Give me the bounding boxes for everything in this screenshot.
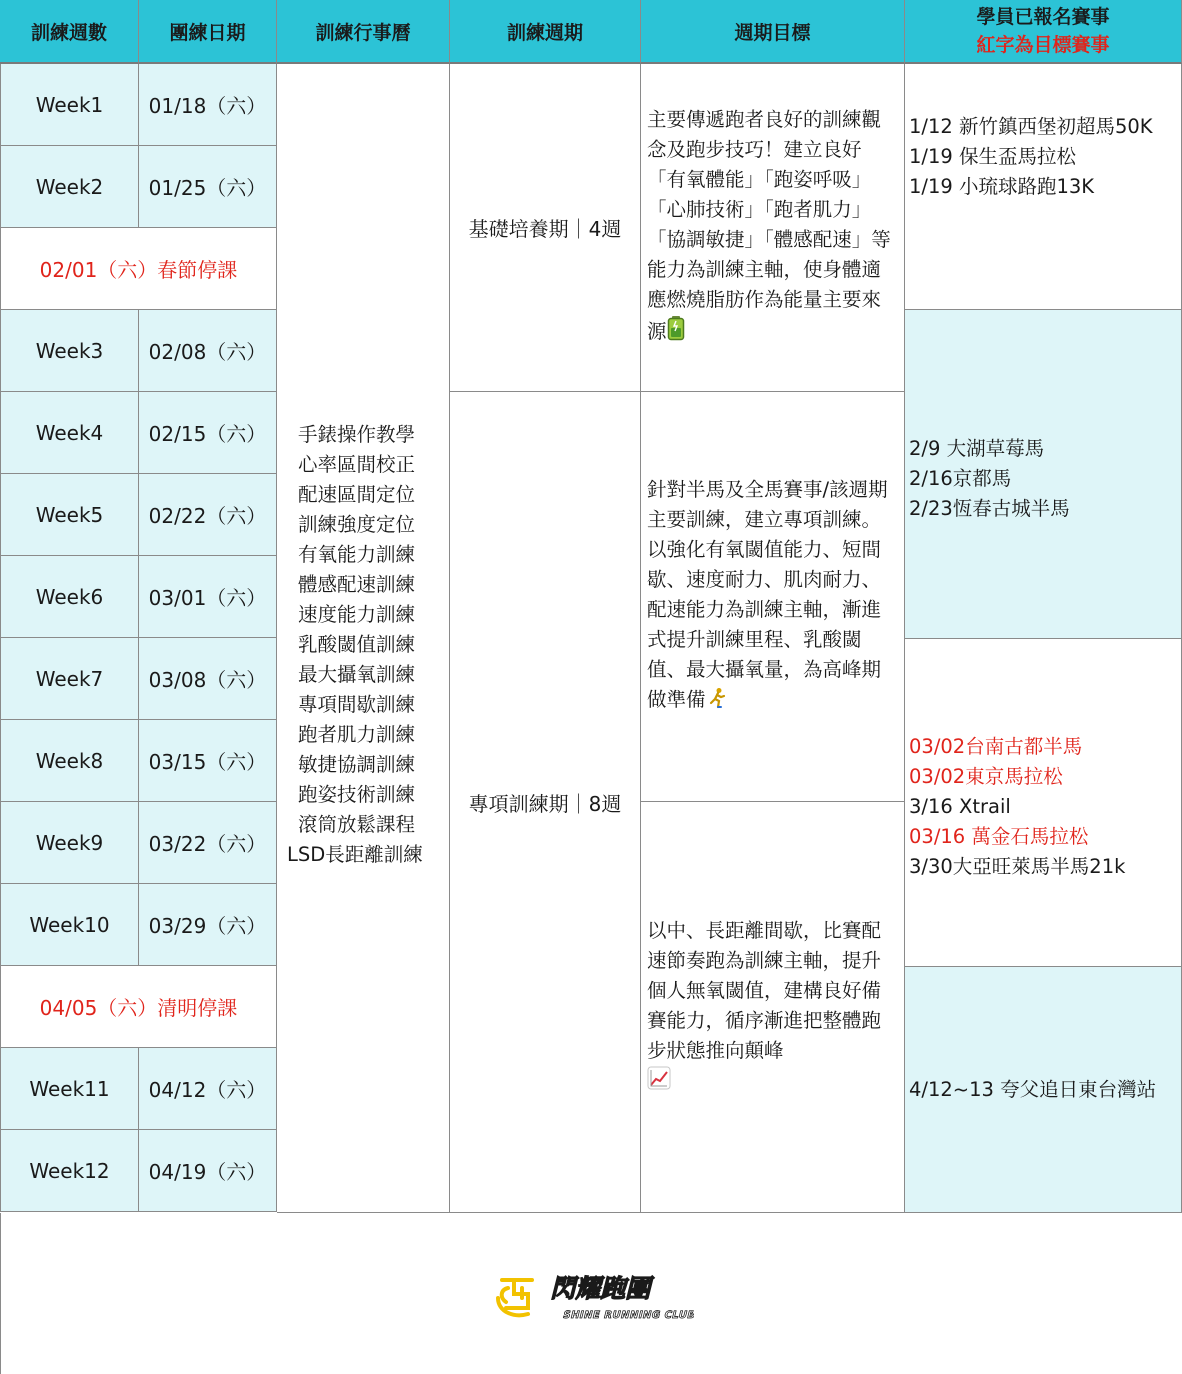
- week-date-cell: [139, 1130, 277, 1212]
- week-date-cell: [139, 1048, 277, 1130]
- goal-cell-1: [641, 64, 905, 392]
- week-number-cell: [0, 802, 139, 884]
- week-number: Week8: [35, 748, 104, 773]
- events-cell-3: [905, 639, 1182, 967]
- event-item: 1/19 保生盃馬拉松: [909, 144, 1076, 168]
- week-date-cell: [139, 474, 277, 556]
- header-goal-label: 週期目標: [734, 21, 811, 44]
- goal-cell-3: [641, 802, 905, 1213]
- week-number: Week1: [35, 92, 104, 117]
- calendar-item: 體感配速訓練: [298, 573, 416, 596]
- calendar-item: 訓練強度定位: [298, 513, 416, 536]
- week-number: Week9: [35, 830, 104, 855]
- week-date-cell: [139, 310, 277, 392]
- events-cell-2: [905, 310, 1182, 639]
- week-number-cell: [0, 884, 139, 966]
- week-date-cell: [139, 392, 277, 474]
- svg-text:SHINE RUNNING CLUB: SHINE RUNNING CLUB: [561, 1310, 694, 1321]
- battery-icon: [667, 315, 685, 350]
- goal-cell-2: [641, 392, 905, 802]
- events-list-1: [909, 112, 1181, 202]
- week-number-cell: [0, 638, 139, 720]
- week-date-cell: [139, 802, 277, 884]
- goal-1-text: 主要傳遞跑者良好的訓練觀念及跑步技巧！建立良好「有氧體能」「跑姿呼吸」「心肺技術」「跑者肌力」「協調敏捷」「體感配速」等能力為訓練主軸，使身體適應燃燒脂肪作為能量主要來源: [647, 108, 891, 343]
- header-week-no-label: 訓練週數: [30, 21, 107, 44]
- week-date: 01/25（六）: [148, 176, 267, 200]
- header-group-date: [139, 0, 277, 64]
- week-number-cell: [0, 556, 139, 638]
- week-number-cell: [0, 392, 139, 474]
- week-number-cell: [0, 310, 139, 392]
- holiday-row: [0, 228, 277, 310]
- calendar-item: 專項間歇訓練: [298, 693, 416, 716]
- week-number: Week12: [29, 1158, 110, 1183]
- calendar-item: 心率區間校正: [298, 453, 416, 476]
- calendar-item: 速度能力訓練: [298, 603, 416, 626]
- week-date: 04/12（六）: [148, 1078, 267, 1102]
- calendar-item: 最大攝氧訓練: [298, 663, 416, 686]
- events-list-2: [909, 434, 1181, 524]
- week-number-cell: [0, 146, 139, 228]
- week-number: Week7: [35, 666, 104, 691]
- event-item: 2/23恆春古城半馬: [909, 497, 1070, 520]
- holiday-row: [0, 966, 277, 1048]
- week-date: 03/01（六）: [148, 586, 267, 610]
- club-logo-mark: [494, 1268, 694, 1324]
- calendar-item: 跑姿技術訓練: [298, 783, 416, 806]
- period-special-cell: [450, 392, 641, 1213]
- calendar-item: 手錶操作教學: [298, 423, 416, 446]
- goal-2: [647, 475, 900, 718]
- target-event-item: 03/16 萬金石馬拉松: [909, 824, 1089, 848]
- header-calendar-label: 訓練行事曆: [315, 21, 411, 44]
- period-base-label: 基礎培養期｜4週: [468, 217, 622, 241]
- events-cell-1: [905, 64, 1182, 310]
- week-number: Week11: [29, 1076, 110, 1101]
- week-number-cell: [0, 1048, 139, 1130]
- holiday-label: 04/05（六）清明停課: [39, 996, 238, 1020]
- week-date: 03/29（六）: [148, 914, 267, 938]
- week-number-cell: [0, 720, 139, 802]
- target-event-item: 03/02台南古都半馬: [909, 734, 1083, 758]
- week-number-cell: [0, 474, 139, 556]
- calendar-list: [281, 420, 449, 870]
- week-date-cell: [139, 884, 277, 966]
- week-date: 04/19（六）: [148, 1160, 267, 1184]
- svg-text:閃耀跑團: 閃耀跑團: [548, 1273, 657, 1303]
- header-calendar: [277, 0, 450, 64]
- event-item: 1/19 小琉球路跑13K: [909, 174, 1095, 198]
- runner-icon: [706, 687, 728, 718]
- header-goal: [641, 0, 905, 64]
- week-date: 03/15（六）: [148, 750, 267, 774]
- calendar-item: 滾筒放鬆課程: [298, 813, 416, 836]
- event-item: 3/30大亞旺萊馬半馬21k: [909, 854, 1126, 878]
- calendar-item: 配速區間定位: [298, 483, 416, 506]
- week-date: 03/08（六）: [148, 668, 267, 692]
- event-item: 1/12 新竹鎮西堡初超馬50K: [909, 114, 1153, 138]
- period-special-label: 專項訓練期｜8週: [468, 791, 622, 816]
- goal-2-text: 針對半馬及全馬賽事/該週期主要訓練，建立專項訓練。以強化有氧閾值能力、短間歇、速度耐力、肌肉耐力、配速能力為訓練主軸，漸進式提升訓練里程、乳酸閾值、最大攝氧量，為高峰期做準備: [647, 478, 888, 711]
- calendar-item: LSD長距離訓練: [287, 843, 423, 866]
- week-date: 02/22（六）: [148, 504, 267, 528]
- chart-up-icon: [647, 1066, 671, 1099]
- header-events: [905, 0, 1182, 64]
- week-date-cell: [139, 556, 277, 638]
- week-number: Week10: [29, 912, 110, 937]
- goal-3: [647, 916, 900, 1099]
- week-date: 02/15（六）: [148, 422, 267, 446]
- week-number: Week4: [35, 420, 104, 445]
- holiday-label: 02/01（六）春節停課: [39, 258, 238, 282]
- week-date: 03/22（六）: [148, 832, 267, 856]
- week-date-cell: [139, 638, 277, 720]
- week-date: 02/08（六）: [148, 340, 267, 364]
- header-events-note: 紅字為目標賽事: [976, 34, 1110, 56]
- week-number: Week3: [35, 338, 104, 363]
- calendar-cell: [277, 64, 450, 1213]
- events-list-3: [909, 732, 1181, 882]
- calendar-item: 乳酸閾值訓練: [298, 633, 416, 656]
- events-list-4: [909, 1075, 1181, 1105]
- week-number: Week5: [35, 502, 104, 527]
- goal-3-text: 以中、長距離間歇，比賽配速節奏跑為訓練主軸，提升個人無氧閾值，建構良好備賽能力，循序漸進把整體跑步狀態推向顛峰: [647, 918, 882, 1062]
- calendar-item: 跑者肌力訓練: [298, 723, 416, 746]
- header-group-date-label: 團練日期: [169, 21, 246, 44]
- week-date-cell: [139, 720, 277, 802]
- club-logo: [494, 1268, 694, 1324]
- week-date-cell: [139, 146, 277, 228]
- event-item: 2/16京都馬: [909, 467, 1012, 490]
- week-number: Week2: [35, 174, 104, 199]
- header-week-no: [0, 0, 139, 64]
- period-base-cell: [450, 64, 641, 392]
- goal-1: [647, 105, 900, 350]
- event-item: 3/16 Xtrail: [909, 794, 1011, 818]
- header-events-title: 學員已報名賽事: [976, 6, 1110, 28]
- week-number-cell: [0, 64, 139, 146]
- week-number-cell: [0, 1130, 139, 1212]
- header-period-label: 訓練週期: [506, 21, 583, 44]
- calendar-item: 敏捷協調訓練: [298, 753, 416, 776]
- header-period: [450, 0, 641, 64]
- target-event-item: 03/02東京馬拉松: [909, 764, 1063, 788]
- week-date-cell: [139, 64, 277, 146]
- events-cell-4: [905, 967, 1182, 1213]
- event-item: 4/12~13 夸父追日東台灣站: [909, 1077, 1157, 1101]
- event-item: 2/9 大湖草莓馬: [909, 437, 1045, 460]
- week-date: 01/18（六）: [148, 94, 267, 118]
- week-number: Week6: [35, 584, 104, 609]
- calendar-item: 有氧能力訓練: [298, 543, 416, 566]
